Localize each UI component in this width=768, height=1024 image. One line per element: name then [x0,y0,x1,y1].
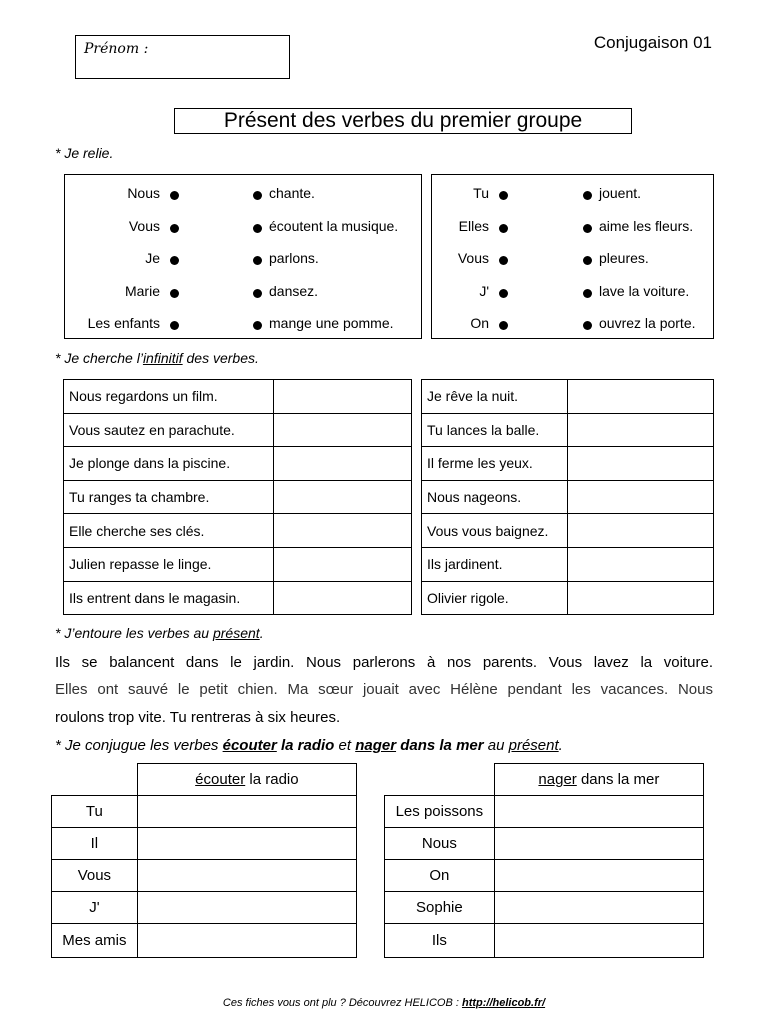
rel-left-ending-dot[interactable] [253,224,262,233]
rel-right-subject: Elles [458,217,489,234]
conjugation-answer-left[interactable] [137,860,356,892]
conjugation-answer-left[interactable] [137,892,356,924]
verb-header: nager dans la mer [494,764,703,796]
rel-right-ending: jouent. [599,185,642,201]
subject-cell: Les poissons [385,796,495,828]
infinitive-answer-left[interactable] [274,380,412,414]
rel-left-subject-dot[interactable] [170,321,179,330]
infinitive-table-right [421,379,714,615]
sentence-cell: Je plonge dans la piscine. [64,447,274,481]
empty-corner [385,764,495,796]
ex4-instruction: * Je conjugue les verbes écouter la radio et nager dans la mer au présent. [55,737,563,754]
sentence-cell: Ils jardinent. [422,547,568,581]
rel-left-subject-dot[interactable] [170,191,179,200]
table-row [385,892,704,924]
rel-right-ending-dot[interactable] [583,224,592,233]
rel-right-subject-dot[interactable] [499,321,508,330]
conjugation-table-right [384,763,704,958]
conjugation-answer-left[interactable] [137,796,356,828]
table-row [52,924,357,958]
subject-cell: Vous [52,860,138,892]
infinitive-answer-right[interactable] [567,547,713,581]
rel-left-ending-dot[interactable] [253,191,262,200]
rel-right-subject: Tu [473,185,489,201]
sentence-cell: Tu lances la balle. [422,413,568,447]
infinitive-answer-right[interactable] [567,380,713,414]
rel-right-ending: lave la voiture. [599,282,690,299]
conjugation-answer-right[interactable] [494,828,703,860]
table-row [52,796,357,828]
footer [0,997,768,1009]
table-row [422,547,714,581]
conjugation-answer-right[interactable] [494,860,703,892]
table-row [422,413,714,447]
table-row [64,480,412,514]
rel-left-ending: parlons. [269,250,319,266]
infinitive-answer-right[interactable] [567,581,713,615]
infinitive-answer-right[interactable] [567,514,713,548]
infinitive-answer-right[interactable] [567,480,713,514]
rel-left-subject-dot[interactable] [170,289,179,298]
subject-cell: Il [52,828,138,860]
rel-left-ending-dot[interactable] [253,321,262,330]
worksheet-reference: Conjugaison 01 [593,33,712,52]
page-title: Présent des verbes du premier groupe [174,108,632,134]
subject-cell: Sophie [385,892,495,924]
rel-left-ending-dot[interactable] [253,289,262,298]
infinitive-answer-left[interactable] [274,547,412,581]
rel-left-subject-dot[interactable] [170,256,179,265]
footer-link[interactable]: http://helicob.fr/ [461,997,546,1009]
infinitive-answer-left[interactable] [274,480,412,514]
conjugation-answer-right[interactable] [494,924,703,958]
rel-left-ending: écoutent la musique. [269,217,399,234]
rel-left-subject-dot[interactable] [170,224,179,233]
subject-cell: J' [52,892,138,924]
rel-left-subject: Vous [128,217,160,234]
sentence-cell: Nous regardons un film. [64,380,274,414]
rel-left-ending: dansez. [269,282,319,299]
rel-left-subject: Marie [124,282,160,299]
conjugation-answer-right[interactable] [494,892,703,924]
rel-right-ending-dot[interactable] [583,256,592,265]
sentence-cell: Elle cherche ses clés. [64,514,274,548]
ex2-instruction: * Je cherche l’infinitif des verbes. [55,350,259,366]
subject-cell: Tu [52,796,138,828]
table-row [385,796,704,828]
sentence-line-3[interactable]: roulons trop vite. Tu rentreras à six heures. [55,709,341,726]
table-row [64,413,412,447]
subject-cell: Ils [385,924,495,958]
prenom-field[interactable] [75,35,290,79]
conjugation-table-left [51,763,357,958]
sentence-line-1[interactable]: Ils se balancent dans le jardin. Nous parlerons à nos parents. Vous lavez la voiture. [55,654,713,671]
rel-right-subject-dot[interactable] [499,224,508,233]
table-row [422,447,714,481]
rel-left-subject: Je [145,250,160,266]
empty-corner [52,764,138,796]
rel-left-ending: chante. [269,185,315,201]
ex1-instruction: * Je relie. [55,145,114,161]
rel-right-ending: pleures. [599,250,649,266]
sentence-cell: Vous vous baignez. [422,514,568,548]
table-row [422,380,714,414]
sentence-cell: Olivier rigole. [422,581,568,615]
table-row [385,828,704,860]
rel-right-subject-dot[interactable] [499,289,508,298]
sentence-cell: Il ferme les yeux. [422,447,568,481]
sentence-cell: Je rêve la nuit. [422,380,568,414]
rel-left-subject: Les enfants [87,315,160,331]
rel-right-subject-dot[interactable] [499,256,508,265]
sentence-cell: Julien repasse le linge. [64,547,274,581]
table-row [64,581,412,615]
rel-left-subject: Nous [127,185,160,201]
sentence-line-2[interactable]: Elles ont sauvé le petit chien. Ma sœur jouait avec Hélène pendant les vacances. Nous [55,681,713,698]
prenom-label: Prénom : [84,41,149,57]
subject-cell: Nous [385,828,495,860]
table-row [385,924,704,958]
infinitive-answer-left[interactable] [274,514,412,548]
rel-right-subject: J' [479,282,489,299]
infinitive-answer-left[interactable] [274,581,412,615]
rel-left-ending: mange une pomme. [269,315,394,331]
rel-right-subject: On [470,315,489,331]
footer-text: Ces fiches vous ont plu ? Découvrez HELICOB : [222,997,462,1009]
table-row [64,447,412,481]
header-row [52,764,357,796]
table-row [52,828,357,860]
verb-header: écouter la radio [137,764,356,796]
subject-cell: On [385,860,495,892]
infinitive-table-left [63,379,412,615]
rel-right-ending: aime les fleurs. [599,217,694,234]
infinitive-answer-right[interactable] [567,447,713,481]
rel-right-ending-dot[interactable] [583,321,592,330]
rel-left-ending-dot[interactable] [253,256,262,265]
rel-right-ending: ouvrez la porte. [599,315,696,331]
table-row [385,860,704,892]
table-row [64,547,412,581]
rel-right-ending-dot[interactable] [583,289,592,298]
rel-right-subject: Vous [457,250,489,266]
sentence-cell: Vous sautez en parachute. [64,413,274,447]
rel-right-subject-dot[interactable] [499,191,508,200]
subject-cell: Mes amis [52,924,138,958]
header-row [385,764,704,796]
table-row [422,581,714,615]
infinitive-answer-left[interactable] [274,413,412,447]
sentence-cell: Tu ranges ta chambre. [64,480,274,514]
infinitive-answer-right[interactable] [567,413,713,447]
infinitive-answer-left[interactable] [274,447,412,481]
conjugation-answer-left[interactable] [137,924,356,958]
table-row [422,480,714,514]
conjugation-answer-right[interactable] [494,796,703,828]
sentence-cell: Nous nageons. [422,480,568,514]
ex3-instruction: * J’entoure les verbes au présent. [55,625,264,641]
table-row [64,380,412,414]
table-row [422,514,714,548]
rel-right-ending-dot[interactable] [583,191,592,200]
table-row [64,514,412,548]
table-row [52,860,357,892]
conjugation-answer-left[interactable] [137,828,356,860]
table-row [52,892,357,924]
sentence-cell: Ils entrent dans le magasin. [64,581,274,615]
